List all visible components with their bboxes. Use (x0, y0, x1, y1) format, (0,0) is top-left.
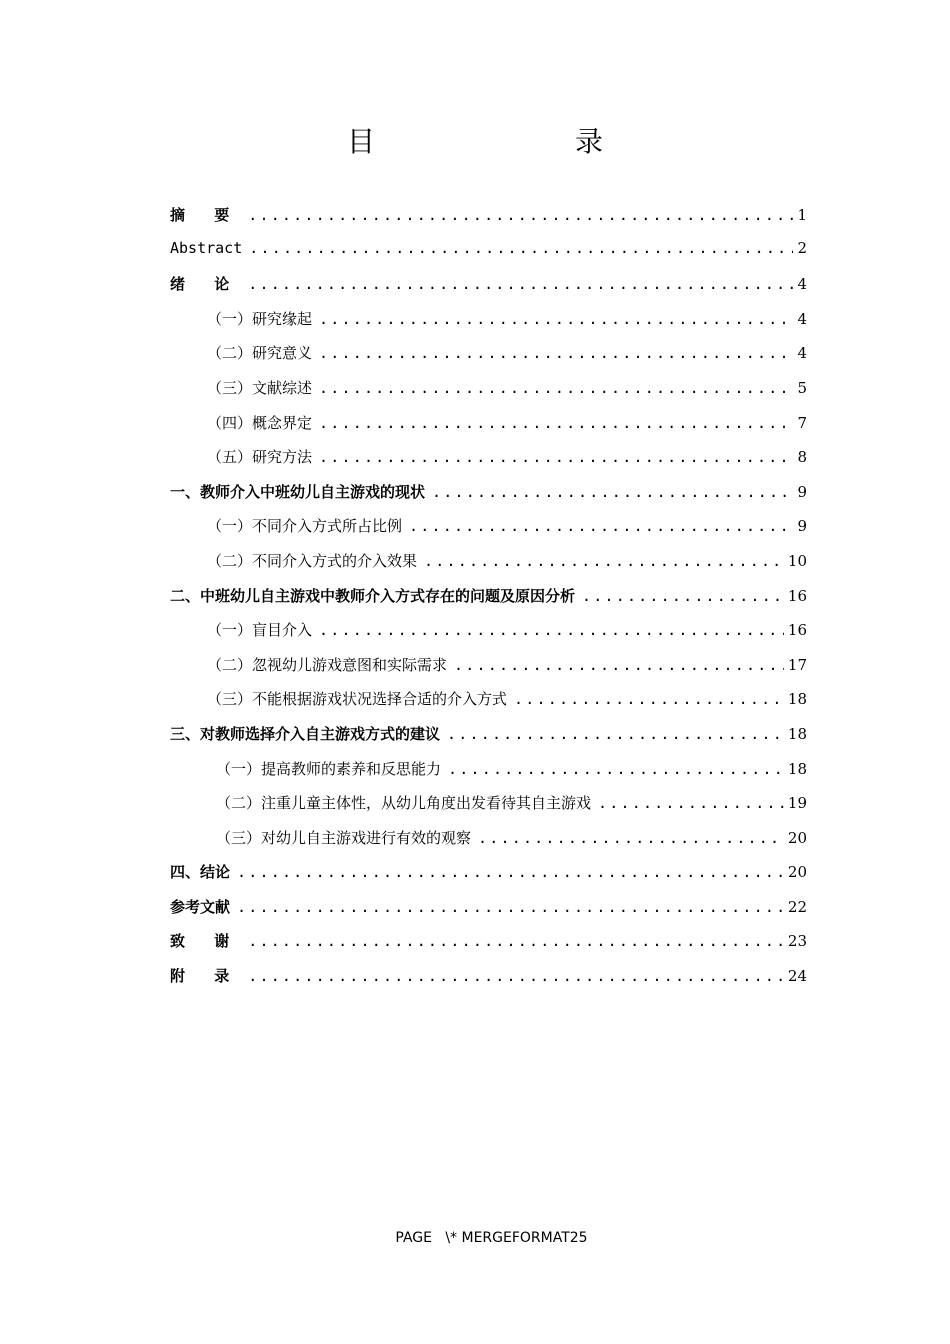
toc-leader (319, 414, 793, 432)
toc-label: 致 谢 (170, 932, 242, 951)
toc-entry-ch3-1[interactable] (170, 758, 807, 793)
toc-entry-intro-1[interactable] (170, 308, 807, 343)
toc-page-number: 7 (797, 413, 807, 432)
toc-leader (582, 587, 784, 605)
toc-label: （三）对幼儿自主游戏进行有效的观察 (216, 828, 472, 847)
toc-leader (248, 275, 793, 293)
toc-page-number: 5 (797, 378, 807, 397)
toc-page-number: 18 (787, 690, 807, 709)
toc-label: （一）不同介入方式所占比例 (207, 517, 403, 536)
toc-entry-ch2-2[interactable] (170, 654, 807, 689)
toc-entry-abstract-en[interactable] (170, 239, 807, 274)
toc-entry-intro-2[interactable] (170, 342, 807, 377)
toc-entry-appendix[interactable] (170, 965, 807, 1000)
toc-label: （一）提高教师的素养和反思能力 (216, 759, 442, 778)
toc-leader (248, 206, 793, 224)
toc-entry-ch1-1[interactable] (170, 515, 807, 550)
toc-label: 一、教师介入中班幼儿自主游戏的现状 (170, 482, 426, 501)
toc-entry-ch2-1[interactable] (170, 619, 807, 654)
toc-page-number: 10 (787, 551, 807, 570)
toc-entry-introduction[interactable] (170, 273, 807, 308)
toc-page-number: 9 (797, 517, 807, 536)
toc-leader (448, 760, 784, 778)
toc-entry-ch3-3[interactable] (170, 827, 807, 862)
toc-label: 四、结论 (170, 863, 231, 882)
toc-leader (424, 552, 784, 570)
page-title: 目 录 (346, 125, 651, 158)
toc-page-number: 16 (787, 586, 807, 605)
toc-leader (598, 794, 784, 812)
toc-page-number: 20 (787, 828, 807, 847)
toc-entry-chapter-3[interactable] (170, 723, 807, 758)
toc-label: Abstract (170, 238, 243, 257)
toc-page-number: 16 (787, 621, 807, 640)
toc-leader (319, 310, 793, 328)
toc-leader (319, 621, 784, 639)
toc-leader (237, 863, 784, 881)
toc-leader (319, 448, 793, 466)
toc-leader (319, 344, 793, 362)
toc-entry-chapter-1[interactable] (170, 481, 807, 516)
toc-label: （五）研究方法 (207, 448, 313, 467)
toc-leader (249, 239, 793, 257)
toc-entry-intro-5[interactable] (170, 446, 807, 481)
toc-leader (514, 690, 784, 708)
toc-label: 附 录 (170, 967, 242, 986)
toc-page-number: 17 (787, 655, 807, 674)
toc-label: 参考文献 (170, 897, 231, 916)
toc-page-number: 24 (787, 967, 807, 986)
toc-page-number: 4 (797, 344, 807, 363)
toc-label: （三）文献综述 (207, 378, 313, 397)
toc-page-number: 20 (787, 863, 807, 882)
toc-page-number: 19 (787, 794, 807, 813)
toc-leader (409, 517, 793, 535)
toc-page-number: 23 (787, 932, 807, 951)
toc-leader (237, 898, 784, 916)
toc-page-number: 18 (787, 724, 807, 743)
toc-page-number: 22 (787, 897, 807, 916)
toc-entry-acknowledgements[interactable] (170, 930, 807, 965)
toc-page-number: 18 (787, 759, 807, 778)
toc-entry-ch2-3[interactable] (170, 688, 807, 723)
toc-leader (319, 379, 793, 397)
toc-leader (432, 483, 793, 501)
toc-entry-references[interactable] (170, 896, 807, 931)
toc-label: （一）盲目介入 (207, 621, 313, 640)
toc-leader (454, 656, 784, 674)
toc-leader (447, 725, 784, 743)
toc-entry-ch3-2[interactable] (170, 792, 807, 827)
toc-page-number: 9 (797, 482, 807, 501)
page-footer-field: PAGE \* MERGEFORMAT25 (395, 1230, 588, 1246)
toc-entry-intro-4[interactable] (170, 412, 807, 447)
toc-label: （三）不能根据游戏状况选择合适的介入方式 (207, 690, 508, 709)
toc-page-number: 2 (797, 238, 807, 257)
toc-label: （二）忽视幼儿游戏意图和实际需求 (207, 655, 448, 674)
toc-label: 摘 要 (170, 206, 242, 224)
toc-page-number: 1 (797, 206, 807, 224)
toc-entry-abstract-cn[interactable] (170, 204, 807, 239)
table-of-contents (170, 204, 807, 1000)
toc-entry-chapter-2[interactable] (170, 585, 807, 620)
toc-entry-ch1-2[interactable] (170, 550, 807, 585)
toc-entry-intro-3[interactable] (170, 377, 807, 412)
toc-label: （二）研究意义 (207, 344, 313, 363)
toc-page-number: 8 (797, 448, 807, 467)
toc-entry-chapter-4[interactable] (170, 861, 807, 896)
toc-label: （二）不同介入方式的介入效果 (207, 551, 418, 570)
toc-label: 三、对教师选择介入自主游戏方式的建议 (170, 724, 441, 743)
toc-label: 绪 论 (170, 275, 242, 294)
toc-page-number: 4 (797, 309, 807, 328)
toc-label: （四）概念界定 (207, 413, 313, 432)
toc-label: （二）注重儿童主体性，从幼儿角度出发看待其自主游戏 (216, 794, 592, 813)
toc-leader (248, 932, 784, 950)
toc-leader (478, 829, 784, 847)
toc-label: 二、中班幼儿自主游戏中教师介入方式存在的问题及原因分析 (170, 586, 576, 605)
toc-leader (248, 967, 784, 985)
toc-label: （一）研究缘起 (207, 309, 313, 328)
toc-page-number: 4 (797, 275, 807, 294)
